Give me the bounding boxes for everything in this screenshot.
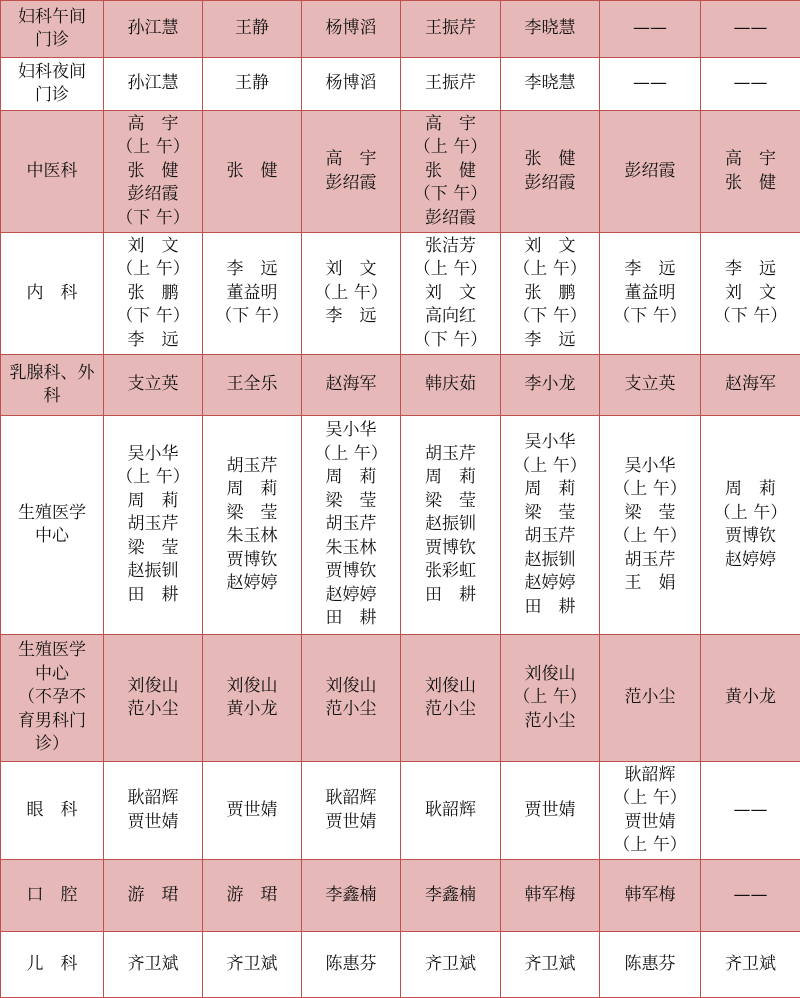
doctor-cell [401,860,501,932]
department-name: 儿 科 [26,953,78,974]
doctor-cell [203,233,302,355]
doctor-names: 韩军梅 [624,884,676,905]
table-row [1,58,800,111]
department-cell [1,416,104,635]
doctor-cell [203,762,302,860]
doctor-names: 王全乐 [226,374,278,395]
doctor-names: 李鑫楠 [325,884,377,905]
doctor-names: 刘 文 （上 午） 张 鹏 （下 午） 李 远 [513,235,587,350]
doctor-names: 游 珺 [127,884,179,905]
doctor-cell [203,58,302,111]
department-name: 生殖医学 中心 （不孕不 育男科门 诊） [18,640,86,755]
doctor-names: 耿韶辉 贾世婧 [127,788,179,832]
doctor-names: 胡玉芹 周 莉 梁 莹 赵振钏 贾博钦 张彩虹 田 耕 [425,443,476,605]
doctor-names: 张 健 彭绍霞 [524,149,576,193]
department-name: 内 科 [26,282,78,303]
doctor-cell [600,111,701,233]
doctor-cell [701,111,800,233]
doctor-names: 王静 [235,18,269,39]
doctor-cell [600,860,701,932]
doctor-names: 支立英 [127,374,179,395]
doctor-cell [203,416,302,635]
doctor-names: 刘 文 （上 午） 李 远 [314,259,388,327]
doctor-cell [501,635,600,762]
doctor-cell [501,233,600,355]
doctor-cell [600,762,701,860]
doctor-cell [501,932,600,998]
doctor-cell [302,58,401,111]
doctor-names: 刘俊山 范小尘 [425,675,476,719]
table-row [1,635,800,762]
department-cell [1,860,104,932]
department-cell [1,233,104,355]
doctor-names: 王振芹 [425,73,476,94]
doctor-names: 高 宇 彭绍霞 [325,149,377,193]
doctor-names: —— [633,18,667,39]
department-name: 妇科夜间 门诊 [18,61,86,105]
doctor-cell [701,58,800,111]
doctor-cell [600,635,701,762]
doctor-names: 吴小华 （上 午） 周 莉 梁 莹 胡玉芹 赵振钏 赵婷婷 田 耕 [513,432,587,617]
schedule-body [1,1,800,998]
doctor-names: 贾世婧 [524,799,576,820]
doctor-names: 杨博滔 [325,73,377,94]
doctor-names: 刘俊山 范小尘 [325,675,377,719]
doctor-names: 彭绍霞 [624,160,676,181]
doctor-names: 李 远 董益明 （下 午） [613,259,687,327]
doctor-cell [600,355,701,416]
doctor-cell [302,860,401,932]
doctor-names: 陈惠芬 [325,953,377,974]
doctor-names: 赵海军 [725,374,776,395]
table-row [1,111,800,233]
doctor-cell [104,1,203,58]
doctor-cell [600,1,701,58]
doctor-names: 贾世婧 [226,799,278,820]
doctor-names: 孙江慧 [127,18,179,39]
doctor-names: 齐卫斌 [725,953,776,974]
doctor-names: 支立英 [624,374,676,395]
doctor-cell [302,932,401,998]
doctor-cell [104,233,203,355]
department-cell [1,762,104,860]
doctor-cell [104,860,203,932]
doctor-names: 高 宇 张 健 [725,149,776,193]
doctor-cell [501,860,600,932]
doctor-names: 齐卫斌 [127,953,179,974]
doctor-names: 耿韶辉 贾世婧 [325,788,377,832]
doctor-cell [701,355,800,416]
doctor-cell [701,762,800,860]
doctor-cell [104,58,203,111]
doctor-cell [701,1,800,58]
doctor-cell [501,1,600,58]
doctor-names: 李小龙 [524,374,576,395]
doctor-names: 陈惠芬 [624,953,676,974]
department-name: 口 腔 [26,884,78,905]
doctor-cell [203,932,302,998]
doctor-names: 韩庆茹 [425,374,476,395]
doctor-cell [203,860,302,932]
doctor-cell [401,416,501,635]
doctor-cell [104,762,203,860]
doctor-cell [401,932,501,998]
doctor-names: 李 远 刘 文 （下 午） [713,259,788,327]
doctor-names: 刘俊山 （上 午） 范小尘 [513,663,587,731]
department-name: 眼 科 [26,799,78,820]
department-name: 妇科午间 门诊 [18,6,86,50]
doctor-names: 李鑫楠 [425,884,476,905]
table-row [1,233,800,355]
doctor-names: 王振芹 [425,18,476,39]
doctor-names: 王静 [235,73,269,94]
doctor-names: 高 宇 （上 午） 张 健 （下 午） 彭绍霞 [413,113,488,228]
doctor-cell [203,635,302,762]
doctor-cell [401,355,501,416]
table-row [1,762,800,860]
doctor-cell [401,635,501,762]
doctor-cell [401,762,501,860]
doctor-names: 耿韶辉 （上 午） 贾世婧 （上 午） [613,764,687,855]
doctor-names: 刘俊山 范小尘 [127,675,179,719]
table-row [1,1,800,58]
doctor-cell [302,233,401,355]
doctor-names: 杨博滔 [325,18,377,39]
doctor-names: —— [733,18,768,39]
doctor-names: —— [733,884,768,905]
doctor-cell [600,233,701,355]
doctor-names: —— [633,73,667,94]
doctor-cell [701,416,800,635]
doctor-cell [401,111,501,233]
doctor-names: 孙江慧 [127,73,179,94]
doctor-cell [203,1,302,58]
department-cell [1,932,104,998]
doctor-names: 齐卫斌 [524,953,576,974]
doctor-cell [401,1,501,58]
doctor-names: 吴小华 （上 午） 周 莉 梁 莹 胡玉芹 朱玉林 贾博钦 赵婷婷 田 耕 [314,420,388,629]
doctor-cell [203,111,302,233]
doctor-cell [104,932,203,998]
doctor-cell [501,762,600,860]
doctor-cell [501,111,600,233]
doctor-cell [302,416,401,635]
doctor-names: —— [733,799,768,820]
doctor-cell [501,58,600,111]
doctor-cell [600,416,701,635]
department-name: 中医科 [26,160,78,181]
doctor-names: 吴小华 （上 午） 梁 莹 （上 午） 胡玉芹 王 娟 [613,455,687,593]
table-row [1,355,800,416]
doctor-names: 胡玉芹 周 莉 梁 莹 朱玉林 贾博钦 赵婷婷 [226,455,278,593]
doctor-cell [203,355,302,416]
doctor-cell [302,1,401,58]
table-row [1,932,800,998]
doctor-cell [701,860,800,932]
doctor-names: 高 宇 （上 午） 张 健 彭绍霞 （下 午） [116,113,190,228]
department-cell [1,58,104,111]
doctor-names: 耿韶辉 [425,799,476,820]
department-cell [1,1,104,58]
doctor-names: 吴小华 （上 午） 周 莉 胡玉芹 梁 莹 赵振钏 田 耕 [116,443,190,605]
doctor-cell [302,635,401,762]
table-row [1,416,800,635]
doctor-names: —— [733,73,768,94]
doctor-names: 游 珺 [226,884,278,905]
doctor-cell [401,58,501,111]
department-name: 生殖医学 中心 [18,502,86,546]
doctor-cell [701,932,800,998]
doctor-cell [104,416,203,635]
doctor-cell [302,111,401,233]
department-cell [1,635,104,762]
doctor-names: 黄小龙 [725,687,776,708]
doctor-names: 齐卫斌 [226,953,278,974]
doctor-cell [701,635,800,762]
doctor-names: 李晓慧 [524,18,576,39]
doctor-cell [302,762,401,860]
doctor-cell [302,355,401,416]
doctor-names: 赵海军 [325,374,377,395]
department-name: 乳腺科、外 科 [9,362,95,406]
doctor-cell [701,233,800,355]
doctor-cell [600,58,701,111]
doctor-names: 李晓慧 [524,73,576,94]
doctor-cell [401,233,501,355]
doctor-cell [501,355,600,416]
doctor-names: 刘俊山 黄小龙 [226,675,278,719]
doctor-cell [104,111,203,233]
table-row [1,860,800,932]
doctor-names: 韩军梅 [524,884,576,905]
doctor-names: 周 莉 （上 午） 贾博钦 赵婷婷 [713,479,788,570]
doctor-names: 齐卫斌 [425,953,476,974]
doctor-names: 范小尘 [624,687,676,708]
doctor-names: 刘 文 （上 午） 张 鹏 （下 午） 李 远 [116,235,190,350]
doctor-cell [501,416,600,635]
doctor-cell [104,355,203,416]
doctor-names: 张洁芳 （上 午） 刘 文 高向红 （下 午） [413,235,488,350]
doctor-names: 李 远 董益明 （下 午） [215,259,289,327]
doctor-names: 张 健 [226,160,278,181]
department-cell [1,355,104,416]
department-cell [1,111,104,233]
doctor-cell [600,932,701,998]
doctor-cell [104,635,203,762]
